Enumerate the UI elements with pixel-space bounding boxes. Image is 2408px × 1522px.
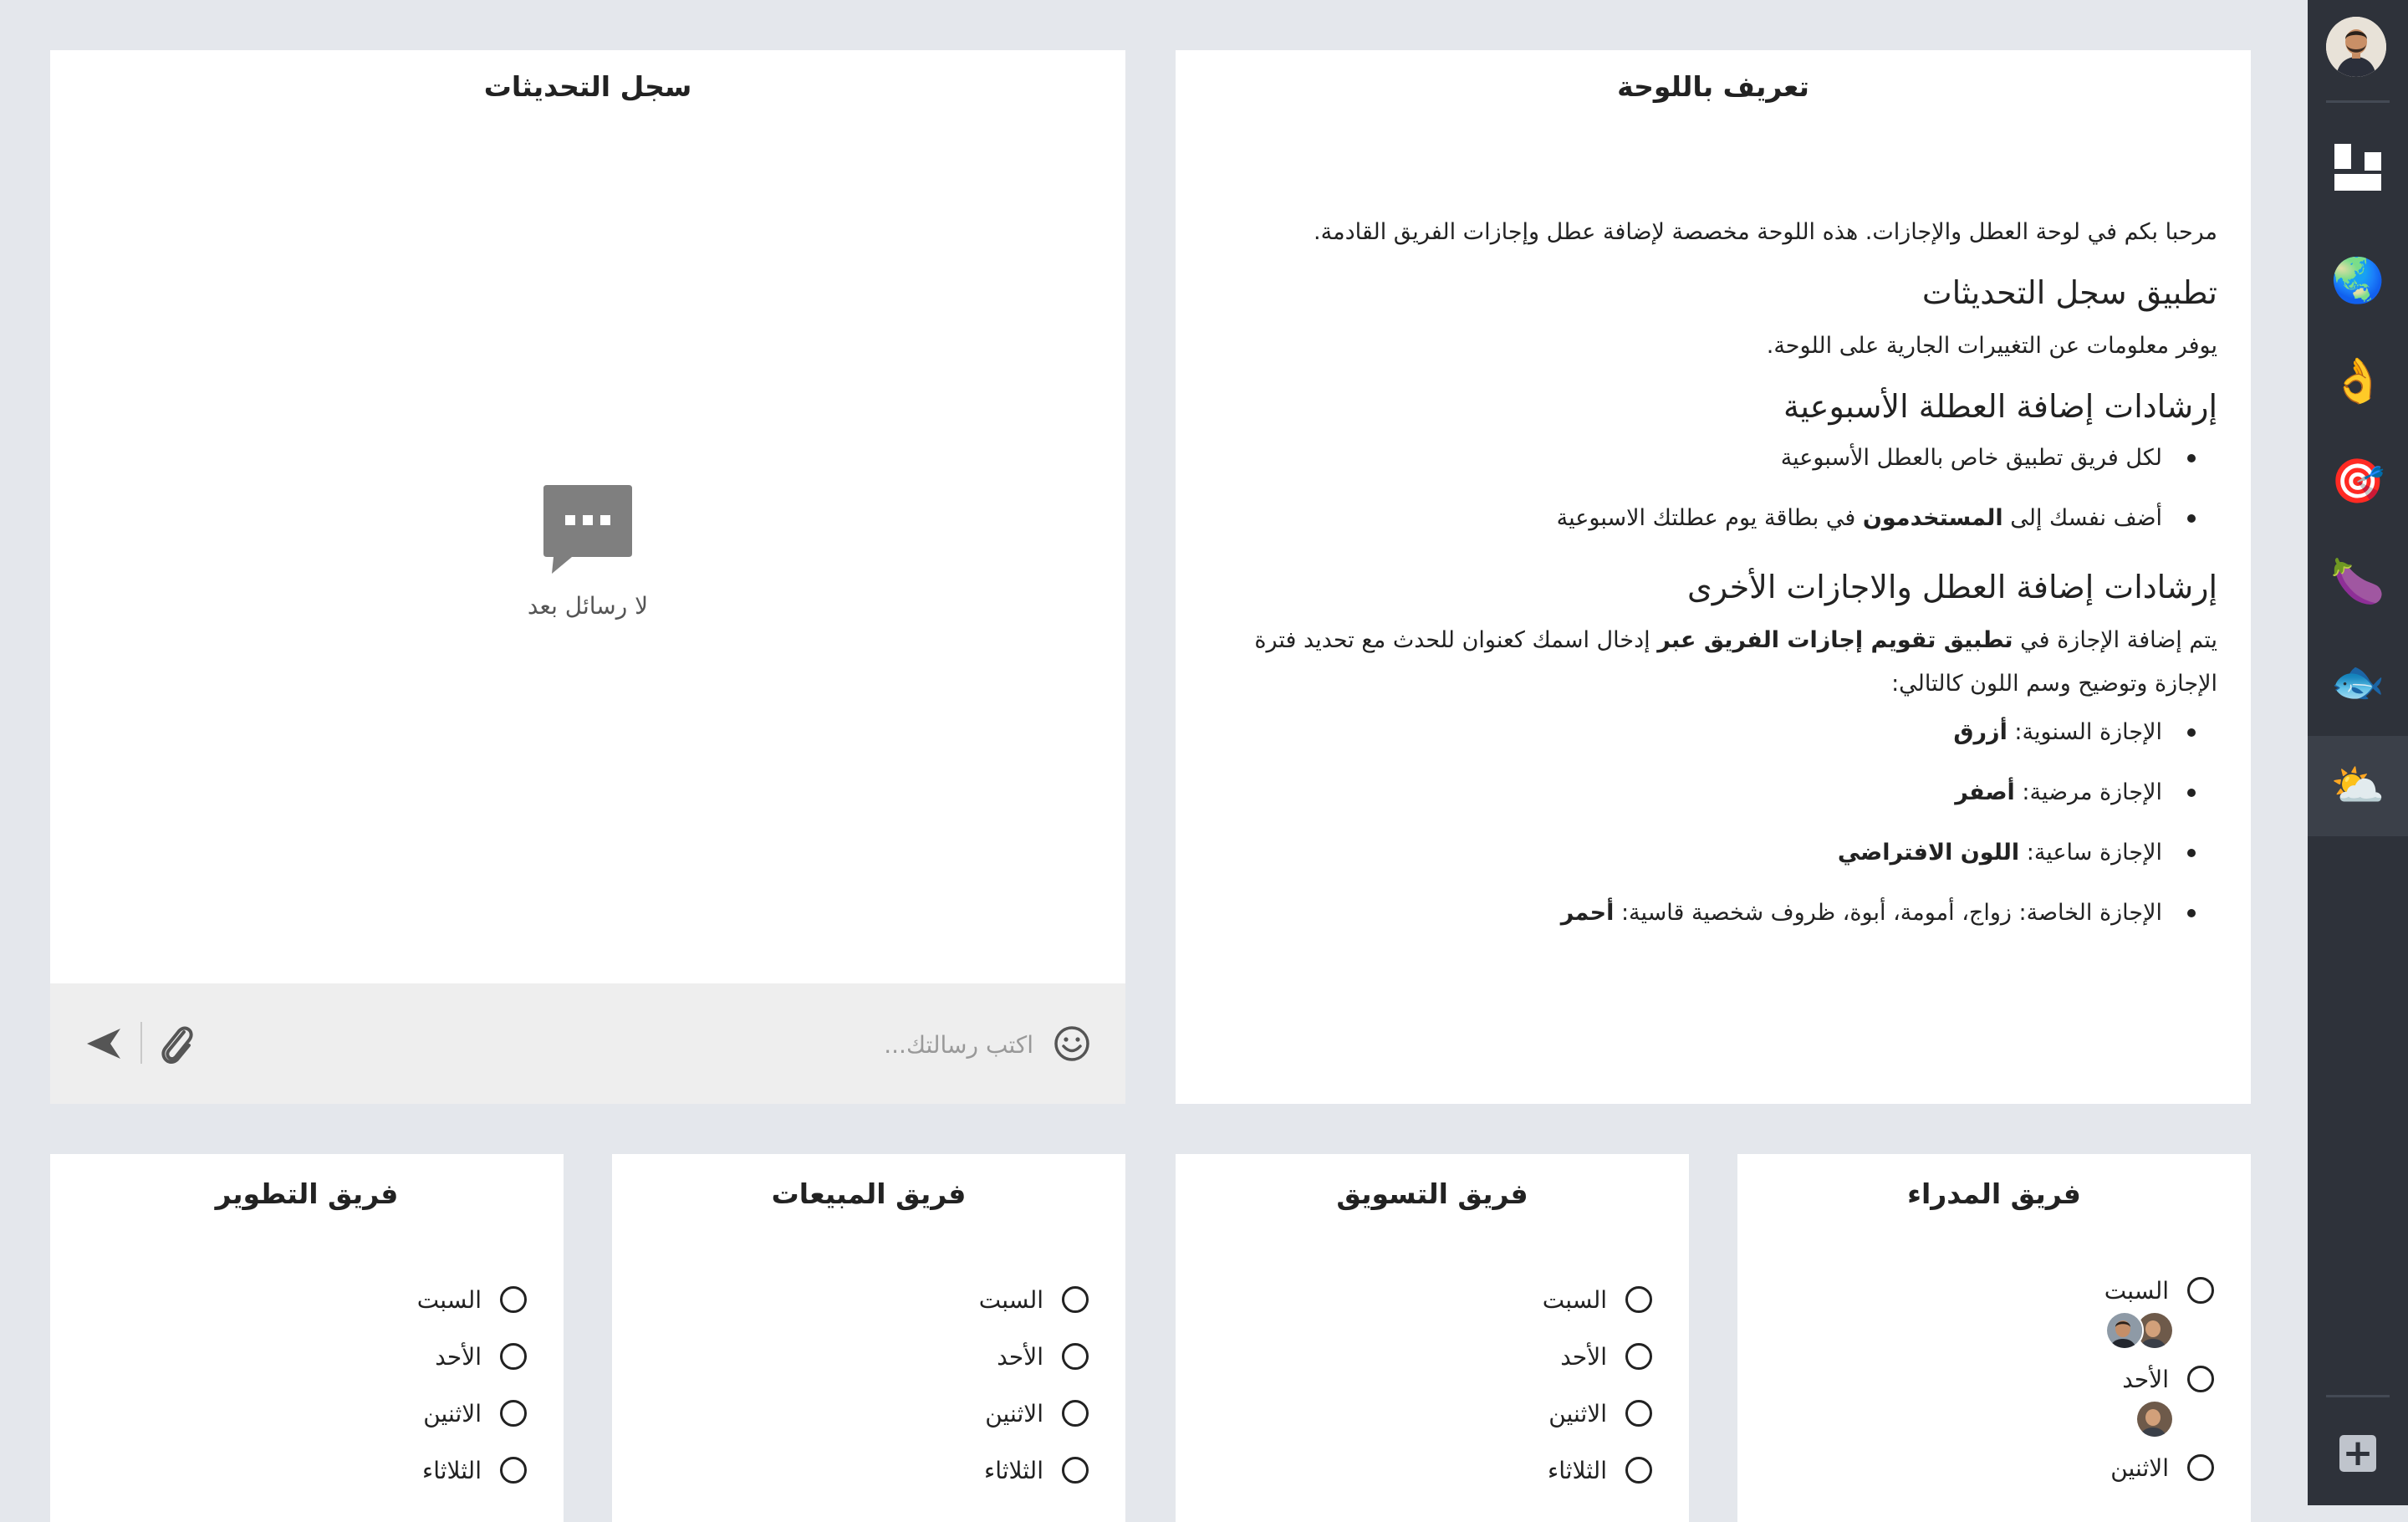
fish-icon[interactable]: 🐟: [2330, 657, 2385, 707]
radio-button[interactable]: [1062, 1286, 1089, 1313]
weekday-label: الاثنين: [985, 1399, 1043, 1428]
target-icon[interactable]: 🎯: [2330, 457, 2385, 507]
weekday-option[interactable]: [1543, 1442, 1652, 1499]
radio-button[interactable]: [1062, 1457, 1089, 1484]
radio-button[interactable]: [1062, 1400, 1089, 1427]
weekday-label: الأحد: [1560, 1342, 1607, 1371]
weekly-guidelines-list: [1209, 442, 2217, 535]
composer-divider: [140, 1022, 142, 1064]
list-item: لكل فريق تطبيق خاص بالعطل الأسبوعية: [1209, 442, 2162, 475]
sun-cloud-icon[interactable]: ⛅: [2308, 736, 2408, 836]
add-app-button[interactable]: +: [2339, 1435, 2376, 1472]
team-card-marketing: [1176, 1154, 1689, 1522]
weekday-label: الثلاثاء: [422, 1456, 482, 1484]
weekday-option[interactable]: [2104, 1264, 2214, 1316]
globe-icon[interactable]: 🌏: [2330, 256, 2385, 306]
weekday-option[interactable]: [2104, 1442, 2214, 1494]
weekday-label: الأحد: [997, 1342, 1043, 1371]
list-item: الإجازة مرضية: أصفر: [1209, 776, 2162, 810]
send-icon[interactable]: [85, 1025, 122, 1065]
eggplant-icon[interactable]: 🍆: [2330, 557, 2385, 607]
weekday-option[interactable]: [979, 1328, 1089, 1385]
team-card-development: [50, 1154, 564, 1522]
radio-button[interactable]: [1625, 1457, 1652, 1484]
updates-title: سجل التحديثات: [483, 70, 692, 103]
avatar[interactable]: [2105, 1311, 2144, 1350]
weekday-label: الأحد: [2122, 1365, 2169, 1393]
list-item: الإجازة ساعية: اللون الافتراضي: [1209, 836, 2162, 870]
about-heading-weekly: إرشادات إضافة العطلة الأسبوعية: [1783, 388, 2217, 425]
weekday-label: الاثنين: [1548, 1399, 1607, 1428]
weekday-option[interactable]: [979, 1442, 1089, 1499]
weekday-option[interactable]: [1543, 1328, 1652, 1385]
weekday-option[interactable]: [2104, 1353, 2214, 1405]
team-title: فريق التطوير: [215, 1177, 399, 1210]
weekday-option[interactable]: [979, 1271, 1089, 1328]
weekday-label: الاثنين: [423, 1399, 482, 1428]
radio-button[interactable]: [1062, 1343, 1089, 1370]
message-input[interactable]: [217, 1020, 1035, 1069]
weekday-option[interactable]: [417, 1271, 527, 1328]
weekday-list: [1543, 1271, 1652, 1499]
team-card-managers: [1737, 1154, 2251, 1522]
radio-button[interactable]: [500, 1286, 527, 1313]
weekday-label: السبت: [2104, 1276, 2169, 1305]
sidebar-separator: [2326, 100, 2390, 103]
empty-state: [50, 482, 1125, 620]
radio-button[interactable]: [2187, 1277, 2214, 1304]
smiley-icon[interactable]: [1054, 1025, 1090, 1065]
radio-button[interactable]: [2187, 1366, 2214, 1392]
weekday-label: الثلاثاء: [1548, 1456, 1607, 1484]
app-sidebar: [2308, 0, 2408, 1505]
team-card-sales: [612, 1154, 1125, 1522]
weekday-label: الاثنين: [2110, 1453, 2169, 1482]
radio-button[interactable]: [500, 1343, 527, 1370]
weekday-option[interactable]: [417, 1442, 527, 1499]
chat-bubble-icon: [542, 482, 634, 574]
updates-card: [50, 50, 1125, 1104]
leave-colors-list: [1209, 716, 2217, 930]
board-logo-icon[interactable]: [2308, 117, 2408, 217]
about-heading-other: إرشادات إضافة العطل والاجازات الأخرى: [1686, 569, 2217, 605]
weekday-option[interactable]: [979, 1385, 1089, 1442]
radio-button[interactable]: [1625, 1286, 1652, 1313]
weekday-option[interactable]: [417, 1328, 527, 1385]
radio-button[interactable]: [500, 1457, 527, 1484]
about-intro: مرحبا بكم في لوحة العطل والإجازات. هذه اللوحة مخصصة لإضافة عطل وإجازات الفريق القادمة.: [1314, 219, 2217, 245]
about-content: [1209, 211, 2217, 957]
weekday-option[interactable]: [1543, 1271, 1652, 1328]
assigned-users: [2104, 1311, 2214, 1353]
about-card: [1176, 50, 2251, 1104]
about-leave-desc: يتم إضافة الإجازة في تطبيق تقويم إجازات الفريق عبر إدخال اسمك كعنوان للحدث مع تحديد فترة الإجازة وتوضيح وسم اللون كالتالي:: [1254, 627, 2217, 697]
weekday-list: [417, 1271, 527, 1499]
about-heading-updates: تطبيق سجل التحديثات: [1921, 274, 2217, 311]
about-title: تعريف باللوحة: [1617, 70, 1809, 103]
weekday-list: [979, 1271, 1089, 1499]
weekday-label: الثلاثاء: [984, 1456, 1043, 1484]
weekday-option[interactable]: [417, 1385, 527, 1442]
assigned-users: [2104, 1400, 2214, 1442]
avatar[interactable]: [2135, 1400, 2174, 1438]
weekday-list: [2104, 1264, 2214, 1494]
user-avatar[interactable]: [2326, 17, 2386, 77]
radio-button[interactable]: [1625, 1343, 1652, 1370]
list-item: الإجازة الخاصة: زواج، أمومة، أبوة، ظروف شخصية قاسية: أحمر: [1209, 896, 2162, 930]
radio-button[interactable]: [2187, 1454, 2214, 1481]
weekday-label: السبت: [1542, 1285, 1607, 1314]
weekday-option[interactable]: [1543, 1385, 1652, 1442]
message-composer: [50, 983, 1125, 1104]
paperclip-icon[interactable]: [159, 1020, 196, 1070]
list-item: الإجازة السنوية: أزرق: [1209, 716, 2162, 749]
about-updates-desc: يوفر معلومات عن التغييرات الجارية على اللوحة.: [1766, 333, 2217, 359]
list-item: أضف نفسك إلى المستخدمون في بطاقة يوم عطلتك الاسبوعية: [1209, 502, 2162, 535]
weekday-label: السبت: [416, 1285, 482, 1314]
radio-button[interactable]: [1625, 1400, 1652, 1427]
weekday-label: السبت: [978, 1285, 1043, 1314]
ok-hand-icon[interactable]: 👌: [2330, 356, 2385, 406]
team-title: فريق التسويق: [1336, 1177, 1528, 1210]
empty-state-text: لا رسائل بعد: [527, 592, 649, 620]
team-title: فريق المبيعات: [771, 1177, 967, 1210]
team-title: فريق المدراء: [1907, 1177, 2081, 1210]
sidebar-separator: [2326, 1395, 2390, 1397]
radio-button[interactable]: [500, 1400, 527, 1427]
weekday-label: الأحد: [435, 1342, 482, 1371]
